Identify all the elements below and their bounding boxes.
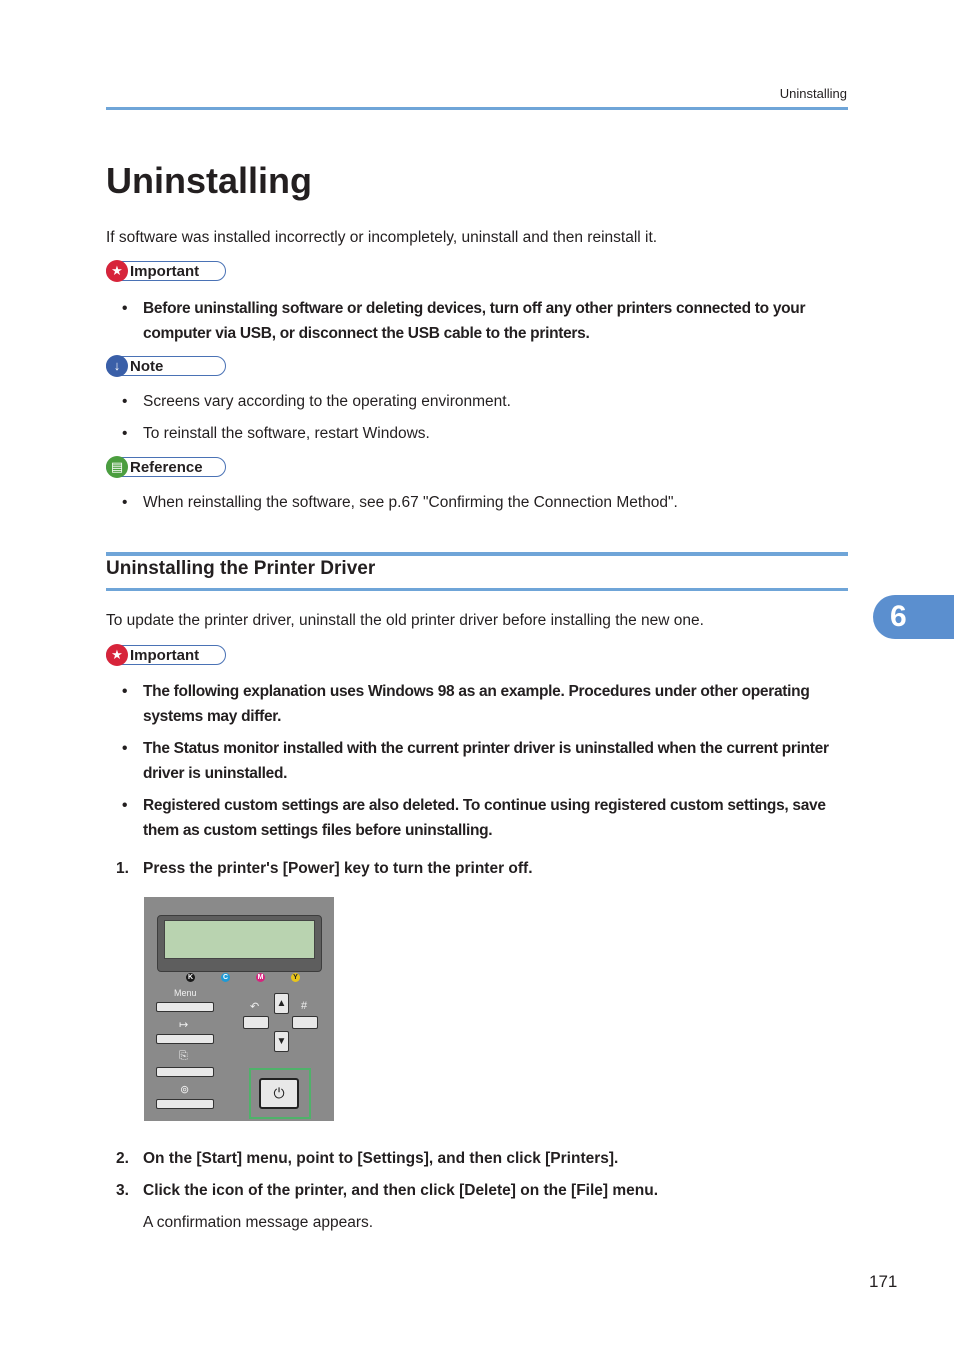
led-m: M xyxy=(257,974,264,981)
reference-callout xyxy=(106,457,226,477)
lcd-frame xyxy=(157,915,322,972)
led-c: C xyxy=(222,974,229,981)
suspend-icon: ⊚ xyxy=(180,1084,190,1096)
power-key-highlight xyxy=(249,1068,311,1119)
escape-button xyxy=(243,1016,269,1029)
enter-button xyxy=(292,1016,318,1029)
step-number: 2. xyxy=(116,1150,129,1167)
form-feed-icon: ⎘ xyxy=(179,1050,188,1062)
printer-control-panel xyxy=(144,897,334,1121)
step-number: 3. xyxy=(116,1182,129,1199)
list-item: • The Status monitor installed with the current printer driver is uninstalled when the current printer driver is uninstalled. xyxy=(122,736,848,786)
power-icon: ⏻ xyxy=(273,1085,285,1101)
list-item: • Registered custom settings are also deleted. To continue using registered custom settings, save them as custom settings files before uninstalling. xyxy=(122,793,848,843)
chapter-tab: 6 xyxy=(873,595,954,639)
step-3-result: A confirmation message appears. xyxy=(143,1214,374,1231)
down-arrow-button: ▼ xyxy=(274,1031,289,1052)
reference-list xyxy=(122,490,848,522)
power-button xyxy=(259,1078,299,1109)
section-rule-bottom xyxy=(106,588,848,591)
section-rule-top xyxy=(106,552,848,556)
step-1 xyxy=(116,860,533,878)
callout-label: Important xyxy=(130,262,200,280)
step-3 xyxy=(116,1182,658,1200)
step-text: On the [Start] menu, point to [Settings], and then click [Printers]. xyxy=(143,1150,619,1167)
step-2 xyxy=(116,1150,618,1168)
suspend-button xyxy=(156,1099,214,1109)
list-item: • The following explanation uses Windows 98 as an example. Procedures under other operating systems may differ. xyxy=(122,679,848,729)
page-title: Uninstalling xyxy=(106,160,312,201)
job-reset-icon: ↦ xyxy=(179,1019,189,1031)
star-icon: ★ xyxy=(106,260,128,282)
callout-label: Note xyxy=(130,357,164,375)
page-number: 171 xyxy=(869,1272,898,1291)
step-text: Click the icon of the printer, and then click [Delete] on the [File] menu. xyxy=(143,1182,659,1199)
menu-button xyxy=(156,1002,214,1012)
book-icon: ▤ xyxy=(106,456,128,478)
star-icon: ★ xyxy=(106,644,128,666)
important-callout xyxy=(106,645,226,665)
section-title: Uninstalling the Printer Driver xyxy=(106,558,376,579)
up-arrow-button: ▲ xyxy=(274,993,289,1014)
callout-label: Important xyxy=(130,646,200,664)
led-y: Y xyxy=(291,973,300,982)
step-text: Press the printer's [Power] key to turn the printer off. xyxy=(143,860,533,877)
note-list xyxy=(122,389,848,453)
important-callout xyxy=(106,261,226,281)
important-list xyxy=(122,679,848,850)
lcd-display xyxy=(164,920,315,959)
callout-label: Reference xyxy=(130,458,203,476)
running-header-title: Uninstalling xyxy=(779,86,847,101)
important-list xyxy=(122,296,848,353)
note-callout xyxy=(106,356,226,376)
escape-icon: ↶ xyxy=(250,1001,260,1013)
job-reset-button xyxy=(156,1034,214,1044)
list-item: • To reinstall the software, restart Windows. xyxy=(122,421,848,446)
header-rule xyxy=(106,107,848,110)
list-item: • Screens vary according to the operating environment. xyxy=(122,389,848,414)
arrow-down-icon: ↓ xyxy=(106,355,128,377)
list-item: • When reinstalling the software, see p.67 "Confirming the Connection Method". xyxy=(122,490,848,515)
section-intro: To update the printer driver, uninstall the old printer driver before installing the new one. xyxy=(106,612,704,629)
menu-label: Menu xyxy=(174,988,197,998)
step-number: 1. xyxy=(116,860,129,877)
intro-paragraph: If software was installed incorrectly or incompletely, uninstall and then reinstall it. xyxy=(106,229,658,246)
list-item: • Before uninstalling software or deleting devices, turn off any other printers connected to your computer via USB, or disconnect the USB cable to the printers. xyxy=(122,296,848,346)
form-feed-button xyxy=(156,1067,214,1077)
enter-icon: # xyxy=(301,1000,308,1012)
led-k: K xyxy=(187,974,194,981)
